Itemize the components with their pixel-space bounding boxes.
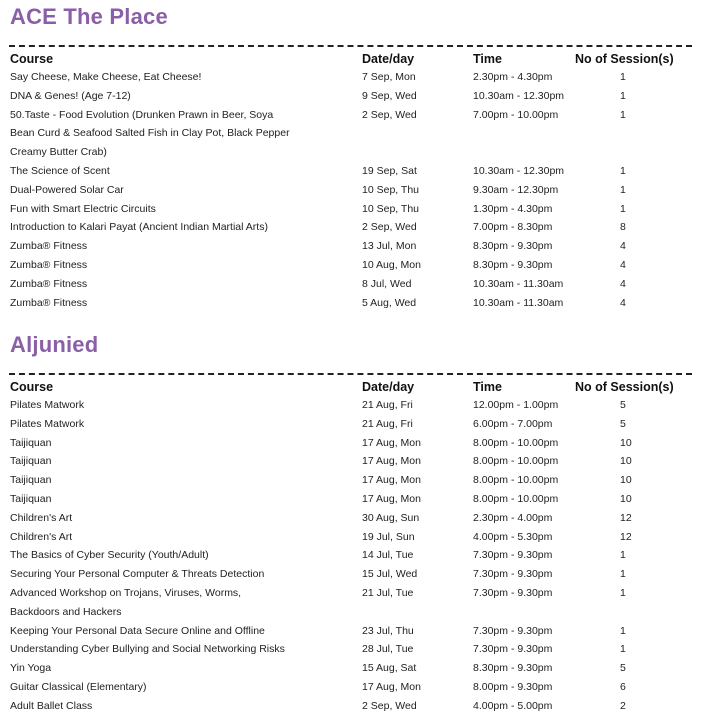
cell-time: 7.30pm - 9.30pm (473, 568, 553, 581)
cell-time: 8.00pm - 10.00pm (473, 474, 559, 487)
cell-date: 21 Aug, Fri (362, 399, 413, 411)
cell-sessions: 1 (620, 568, 626, 581)
cell-time: 6.00pm - 7.00pm (473, 417, 553, 430)
header-time: Time (473, 52, 502, 66)
cell-course: Say Cheese, Make Cheese, Eat Cheese! (10, 71, 202, 83)
cell-sessions: 1 (620, 71, 626, 83)
cell-sessions: 6 (620, 681, 626, 693)
cell-date: 10 Aug, Mon (362, 259, 421, 271)
cell-course: Understanding Cyber Bullying and Social Networking Risks (10, 643, 285, 656)
cell-course: Zumba® Fitness (10, 240, 88, 253)
cell-course: Securing Your Personal Computer & Threats Detection (10, 568, 265, 581)
cell-sessions: 5 (620, 399, 626, 411)
dashed-divider (9, 373, 692, 375)
header-course: Course (10, 380, 54, 394)
cell-course: DNA & Genes! (Age 7-12) (10, 89, 131, 102)
cell-sessions: 10 (620, 436, 632, 449)
cell-course: Adult Ballet Class (10, 699, 93, 712)
cell-sessions: 5 (620, 662, 626, 675)
cell-date: 23 Jul, Thu (362, 624, 414, 637)
cell-time: 7.30pm - 9.30pm (473, 624, 553, 637)
cell-time: 8.00pm - 10.00pm (473, 455, 559, 468)
cell-time: 2.30pm - 4.00pm (473, 511, 553, 524)
cell-course: Bean Curd & Seafood Salted Fish in Clay Pot, Black Pepper (10, 127, 290, 140)
cell-course: Introduction to Kalari Payat (Ancient Indian Martial Arts) (10, 221, 268, 234)
cell-date: 17 Aug, Mon (362, 474, 421, 487)
cell-time: 8.00pm - 10.00pm (473, 436, 559, 449)
cell-time: 8.00pm - 9.30pm (473, 681, 553, 693)
cell-course: Zumba® Fitness (10, 259, 88, 271)
section-title: Aljunied (10, 332, 99, 357)
cell-course: Taijiquan (10, 493, 52, 505)
cell-date: 17 Aug, Mon (362, 493, 421, 505)
cell-course: Taijiquan (10, 455, 52, 468)
cell-date: 2 Sep, Wed (362, 221, 417, 234)
cell-sessions: 10 (620, 493, 632, 505)
cell-date: 19 Jul, Sun (362, 530, 415, 543)
cell-course: Pilates Matwork (10, 399, 85, 411)
cell-sessions: 8 (620, 221, 626, 234)
cell-date: 5 Aug, Wed (362, 296, 417, 309)
cell-date: 7 Sep, Mon (362, 71, 416, 83)
cell-date: 17 Aug, Mon (362, 681, 421, 693)
cell-time: 7.00pm - 10.00pm (473, 108, 559, 121)
cell-sessions: 1 (620, 643, 626, 656)
cell-course: Taijiquan (10, 436, 52, 449)
cell-time: 7.00pm - 8.30pm (473, 221, 553, 234)
cell-time: 8.00pm - 10.00pm (473, 493, 559, 505)
dashed-divider (9, 45, 692, 47)
header-sessions: No of Session(s) (575, 52, 674, 66)
cell-sessions: 1 (620, 89, 626, 102)
cell-date: 15 Jul, Wed (362, 568, 418, 581)
cell-time: 12.00pm - 1.00pm (473, 399, 559, 411)
cell-sessions: 4 (620, 277, 626, 290)
cell-course: Advanced Workshop on Trojans, Viruses, Worms, (10, 587, 242, 599)
cell-sessions: 5 (620, 417, 626, 430)
cell-course: The Science of Scent (10, 165, 110, 177)
cell-course: The Basics of Cyber Security (Youth/Adult) (10, 549, 209, 562)
header-date: Date/day (362, 380, 415, 394)
cell-sessions: 1 (620, 165, 626, 177)
cell-sessions: 1 (620, 202, 626, 215)
cell-course: Backdoors and Hackers (10, 605, 122, 618)
cell-time: 10.30am - 11.30am (473, 277, 564, 290)
cell-time: 4.00pm - 5.30pm (473, 530, 553, 543)
cell-time: 1.30pm - 4.30pm (473, 202, 553, 215)
cell-sessions: 12 (620, 511, 632, 524)
cell-date: 28 Jul, Tue (362, 643, 414, 656)
cell-date: 9 Sep, Wed (362, 89, 417, 102)
cell-date: 30 Aug, Sun (362, 511, 420, 524)
header-course: Course (10, 52, 54, 66)
cell-time: 7.30pm - 9.30pm (473, 549, 553, 562)
cell-course: Fun with Smart Electric Circuits (10, 202, 156, 215)
cell-sessions: 4 (620, 240, 626, 253)
cell-sessions: 1 (620, 549, 626, 562)
cell-sessions: 1 (620, 624, 626, 637)
cell-date: 15 Aug, Sat (362, 662, 417, 675)
cell-date: 14 Jul, Tue (362, 549, 414, 562)
cell-time: 8.30pm - 9.30pm (473, 259, 553, 271)
cell-sessions: 1 (620, 108, 626, 121)
cell-time: 7.30pm - 9.30pm (473, 643, 553, 656)
cell-date: 8 Jul, Wed (362, 277, 412, 290)
header-time: Time (473, 380, 502, 394)
cell-time: 7.30pm - 9.30pm (473, 587, 553, 599)
cell-date: 10 Sep, Thu (362, 202, 420, 215)
cell-course: Children's Art (10, 530, 73, 543)
cell-course: Yin Yoga (10, 662, 52, 675)
cell-sessions: 10 (620, 474, 632, 487)
cell-time: 4.00pm - 5.00pm (473, 699, 553, 712)
cell-sessions: 1 (620, 183, 626, 196)
cell-date: 13 Jul, Mon (362, 240, 417, 253)
cell-course: 50.Taste - Food Evolution (Drunken Prawn in Beer, Soya (10, 108, 274, 121)
cell-course: Taijiquan (10, 474, 52, 487)
header-sessions: No of Session(s) (575, 380, 674, 394)
cell-time: 2.30pm - 4.30pm (473, 71, 553, 83)
header-date: Date/day (362, 52, 415, 66)
cell-time: 8.30pm - 9.30pm (473, 240, 553, 253)
cell-date: 17 Aug, Mon (362, 436, 421, 449)
cell-course: Pilates Matwork (10, 417, 85, 430)
cell-date: 17 Aug, Mon (362, 455, 421, 468)
cell-date: 10 Sep, Thu (362, 183, 420, 196)
cell-time: 10.30am - 11.30am (473, 296, 564, 309)
cell-course: Keeping Your Personal Data Secure Online and Offline (10, 624, 265, 637)
cell-date: 21 Jul, Tue (362, 587, 414, 599)
cell-time: 9.30am - 12.30pm (473, 183, 559, 196)
cell-sessions: 2 (620, 699, 626, 712)
cell-date: 2 Sep, Wed (362, 108, 417, 121)
cell-sessions: 4 (620, 296, 626, 309)
cell-sessions: 12 (620, 530, 632, 543)
cell-course: Guitar Classical (Elementary) (10, 681, 147, 693)
cell-sessions: 10 (620, 455, 632, 468)
cell-course: Zumba® Fitness (10, 296, 88, 309)
cell-date: 2 Sep, Wed (362, 699, 417, 712)
cell-course: Children's Art (10, 511, 73, 524)
cell-date: 19 Sep, Sat (362, 165, 417, 177)
cell-time: 8.30pm - 9.30pm (473, 662, 553, 675)
cell-time: 10.30am - 12.30pm (473, 89, 565, 102)
cell-sessions: 4 (620, 259, 626, 271)
cell-sessions: 1 (620, 587, 626, 599)
section-title: ACE The Place (10, 4, 168, 29)
cell-course: Creamy Butter Crab) (10, 146, 107, 159)
cell-time: 10.30am - 12.30pm (473, 165, 565, 177)
cell-date: 21 Aug, Fri (362, 417, 413, 430)
cell-course: Zumba® Fitness (10, 277, 88, 290)
cell-course: Dual-Powered Solar Car (10, 183, 124, 196)
